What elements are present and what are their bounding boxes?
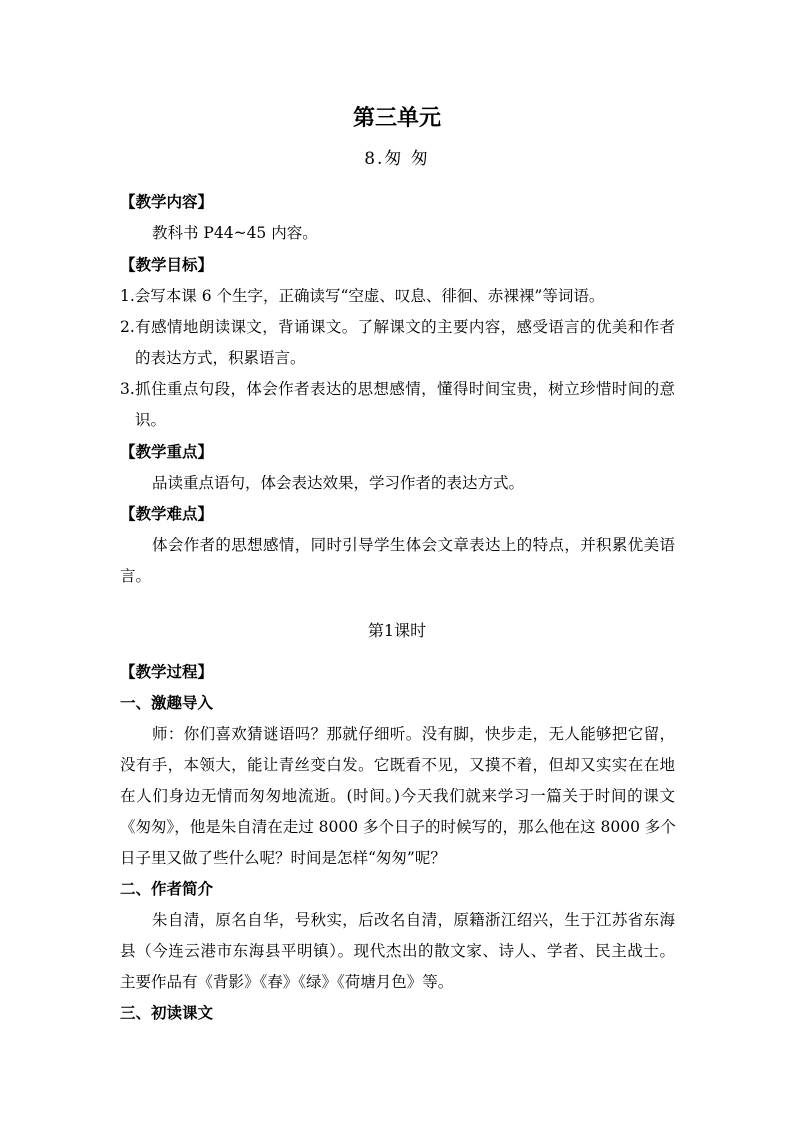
content-text: 教科书 P44~45 内容。 <box>152 224 318 242</box>
goal-3-line-1: 3.抓住重点句段，体会作者表达的思想感情，懂得时间宝贵，树立珍惜时间的意 <box>120 380 675 398</box>
goal-1: 1.会写本课 6 个生字，正确读写“空虚、叹息、徘徊、赤裸裸”等词语。 <box>120 287 605 305</box>
unit-title: 第三单元 <box>352 106 441 131</box>
step-2-line-2: 县（今连云港市东海县平明镇）。现代杰出的散文家、诗人、学者、民主战士。 <box>120 942 675 960</box>
goal-2-line-1: 2.有感情地朗读课文，背诵课文。了解课文的主要内容，感受语言的优美和作者 <box>120 318 675 336</box>
step-1-heading: 一、激趣导入 <box>120 694 214 712</box>
section-heading-difficulties: 【教学难点】 <box>120 505 214 523</box>
section-heading-process: 【教学过程】 <box>120 663 214 681</box>
step-1-line-1: 师：你们喜欢猜谜语吗？那就仔细听。没有脚，快步走，无人能够把它留， <box>152 725 675 743</box>
section-heading-goals: 【教学目标】 <box>120 256 214 274</box>
goal-3-line-2: 识。 <box>135 411 167 429</box>
step-2-line-1: 朱自清，原名自华，号秋实，后改名自清，原籍浙江绍兴，生于江苏省东海 <box>152 911 675 929</box>
period-title: 第1课时 <box>367 621 427 640</box>
goal-2-line-2: 的表达方式，积累语言。 <box>135 349 306 367</box>
key-points-text: 品读重点语句，体会表达效果，学习作者的表达方式。 <box>152 474 525 492</box>
difficulties-line-2: 言。 <box>120 567 152 585</box>
step-1-line-2: 没有手，本领大，能让青丝变白发。它既看不见，又摸不着，但却又实实在在地 <box>120 756 675 774</box>
step-1-line-4: 《匆匆》，他是朱自清在走过 8000 多个日子的时候写的，那么他在这 8000 多个 <box>120 818 676 836</box>
step-3-heading: 三、初读课文 <box>120 1004 214 1022</box>
step-1-line-5: 日子里又做了些什么呢？时间是怎样“匆匆”呢？ <box>120 849 446 867</box>
lesson-title: 8.匆 匆 <box>364 149 430 169</box>
step-1-line-3: 在人们身边无情而匆匆地流逝。(时间。)今天我们就来学习一篇关于时间的课文 <box>120 787 675 805</box>
step-2-line-3: 主要作品有《背影》《春》《绿》《荷塘月色》等。 <box>120 973 454 991</box>
section-heading-key-points: 【教学重点】 <box>120 443 214 461</box>
step-2-heading: 二、作者简介 <box>120 880 214 898</box>
difficulties-line-1: 体会作者的思想感情，同时引导学生体会文章表达上的特点，并积累优美语 <box>152 536 675 554</box>
section-heading-content: 【教学内容】 <box>120 193 214 211</box>
